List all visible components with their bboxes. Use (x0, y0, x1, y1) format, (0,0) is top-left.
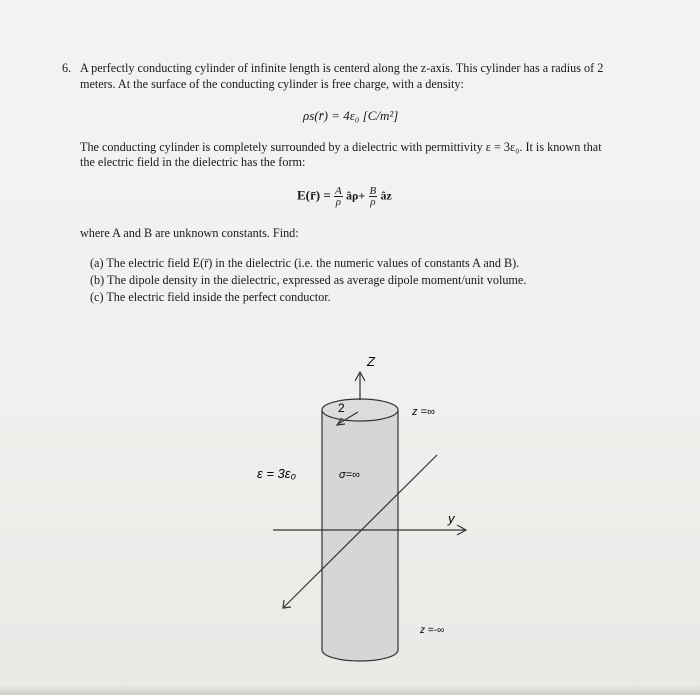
part-b: (b) The dipole density in the dielectric, expressed as average dipole moment/unit volume. (90, 273, 527, 287)
radius-label: 2 (338, 401, 345, 415)
sigma-label: σ=∞ (339, 469, 360, 481)
surface-charge-equation: ρs(r̄) = 4ε₀ [C/m²] (303, 108, 399, 123)
eq2-term-1: âρ+ (346, 188, 366, 203)
problem-line-5: where A and B are unknown constants. Find: (80, 226, 299, 240)
eq2-lhs: E(r̄) = (297, 187, 335, 203)
problem-line-2: meters. At the surface of the conducting cylinder is free charge, with a density: (80, 77, 464, 91)
problem-line-3: The conducting cylinder is completely surrounded by a dielectric with permittivity ε = 3ε₀. It is known that (80, 140, 602, 154)
eq2-rho-2: ρ (370, 196, 376, 208)
z-bottom-label: z =-∞ (420, 625, 445, 636)
eq2-rho-1: ρ (335, 196, 342, 208)
cylinder-top (322, 399, 398, 421)
part-a: (a) The electric field E(r̄) in the dielectric (i.e. the numeric values of constants A and B). (90, 256, 520, 270)
eq2-term-2: âz (380, 188, 392, 203)
cylinder-body (322, 410, 398, 661)
z-axis-label: Z (367, 354, 375, 369)
eq2-b: B (369, 185, 377, 197)
problem-line-4: the electric field in the dielectric has the form: (80, 155, 306, 169)
eq2-a: A (335, 185, 342, 197)
z-top-label: z =∞ (412, 406, 435, 418)
part-c: (c) The electric field inside the perfect conductor. (90, 290, 331, 304)
y-axis-label: y (448, 511, 455, 526)
epsilon-label: ε = 3ε₀ (257, 466, 296, 481)
problem-line-1: A perfectly conducting cylinder of infinite length is centerd along the z-axis. This cylinder has a radius of 2 (80, 61, 604, 75)
problem-number: 6. (62, 61, 72, 75)
bottom-edge-shadow (0, 685, 700, 695)
